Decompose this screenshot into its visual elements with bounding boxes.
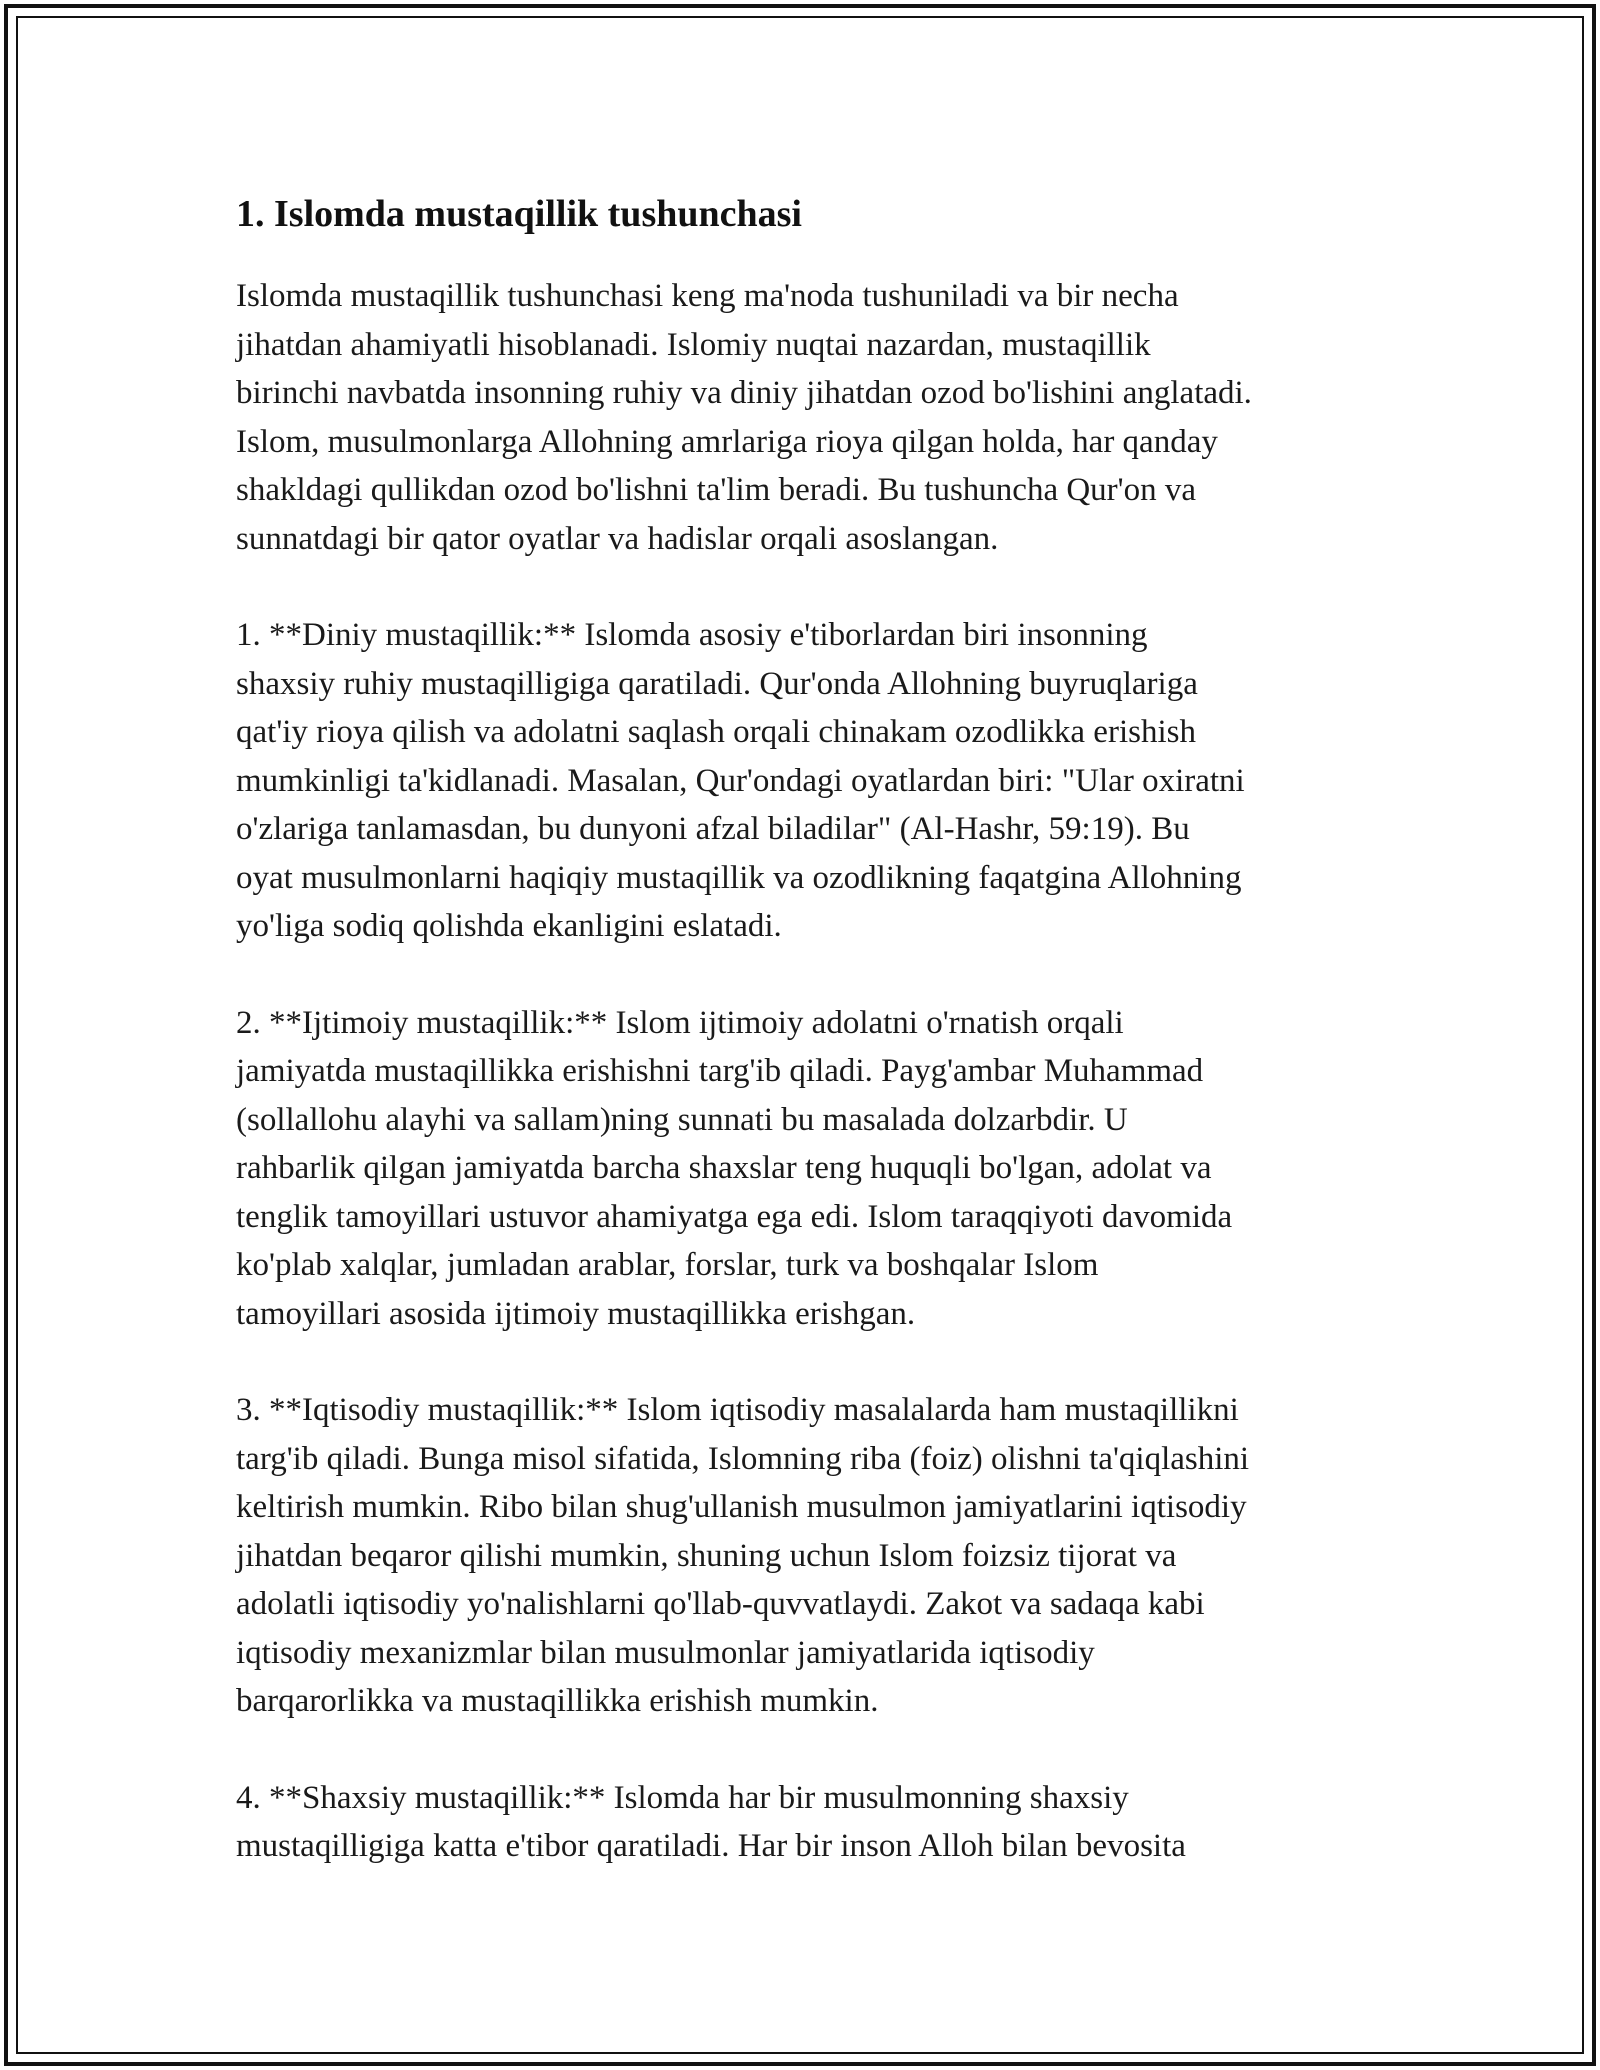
document-body xyxy=(236,190,1376,1871)
intro-paragraph xyxy=(236,272,1376,563)
text-line: barqarorlikka va mustaqillikka erishish mumkin. xyxy=(236,1683,879,1719)
text-line: targ'ib qiladi. Bunga misol sifatida, Islomning riba (foiz) olishni ta'qiqlashini xyxy=(236,1440,1250,1477)
text-line: o'zlariga tanlamasdan, bu dunyoni afzal biladilar" (Al-Hashr, 59:19). Bu xyxy=(236,811,1190,847)
text-line: jamiyatda mustaqillikka erishishni targ'ib qiladi. Payg'ambar Muhammad xyxy=(236,1053,1204,1089)
text-line: mumkinligi ta'kidlanadi. Masalan, Qur'ondagi oyatlardan biri: "Ular oxiratni xyxy=(236,762,1245,799)
text-line: ko'plab xalqlar, jumladan arablar, forslar, turk va boshqalar Islom xyxy=(236,1247,1099,1283)
economic-independence-paragraph xyxy=(236,1386,1376,1726)
section-heading: 1. Islomda mustaqillik tushunchasi xyxy=(236,193,802,235)
text-line: jihatdan ahamiyatli hisoblanadi. Islomiy nuqtai nazardan, mustaqillik xyxy=(236,326,1151,363)
text-line: adolatli iqtisodiy yo'nalishlarni qo'llab-quvvatlaydi. Zakot va sadaqa kabi xyxy=(236,1586,1205,1622)
text-line: (sollallohu alayhi va sallam)ning sunnati bu masalada dolzarbdir. U xyxy=(236,1101,1128,1138)
social-independence-paragraph xyxy=(236,999,1376,1339)
text-line: mustaqilligiga katta e'tibor qaratiladi. Har bir inson Alloh bilan bevosita xyxy=(236,1828,1186,1864)
text-line: 3. **Iqtisodiy mustaqillik:** Islom iqtisodiy masalalarda ham mustaqillikni xyxy=(236,1392,1239,1428)
text-line: tamoyillari asosida ijtimoiy mustaqillikka erishgan. xyxy=(236,1295,916,1332)
text-line: rahbarlik qilgan jamiyatda barcha shaxslar teng huquqli bo'lgan, adolat va xyxy=(236,1150,1212,1186)
text-line: keltirish mumkin. Ribo bilan shug'ullanish musulmon jamiyatlarini iqtisodiy xyxy=(236,1489,1247,1525)
text-line: Islom, musulmonlarga Allohning amrlariga rioya qilgan holda, har qanday xyxy=(236,423,1218,460)
religious-independence-paragraph xyxy=(236,611,1376,951)
text-line: yo'liga sodiq qolishda ekanligini eslatadi. xyxy=(236,908,782,944)
text-line: oyat musulmonlarni haqiqiy mustaqillik va ozodlikning faqatgina Allohning xyxy=(236,859,1242,896)
text-line: Islomda mustaqillik tushunchasi keng ma'noda tushuniladi va bir necha xyxy=(236,278,1179,314)
text-line: 1. **Diniy mustaqillik:** Islomda asosiy e'tiborlardan biri insonning xyxy=(236,617,1148,653)
text-line: tenglik tamoyillari ustuvor ahamiyatga ega edi. Islom taraqqiyoti davomida xyxy=(236,1198,1233,1235)
text-line: qat'iy rioya qilish va adolatni saqlash orqali chinakam ozodlikka erishish xyxy=(236,714,1196,750)
personal-independence-paragraph xyxy=(236,1774,1376,1871)
text-line: sunnatdagi bir qator oyatlar va hadislar orqali asoslangan. xyxy=(236,520,999,557)
text-line: 2. **Ijtimoiy mustaqillik:** Islom ijtimoiy adolatni o'rnatish orqali xyxy=(236,1004,1124,1041)
text-line: jihatdan beqaror qilishi mumkin, shuning uchun Islom foizsiz tijorat va xyxy=(236,1537,1177,1574)
text-line: iqtisodiy mexanizmlar bilan musulmonlar jamiyatlarida iqtisodiy xyxy=(236,1634,1095,1671)
text-line: 4. **Shaxsiy mustaqillik:** Islomda har bir musulmonning shaxsiy xyxy=(236,1779,1129,1816)
text-line: shaxsiy ruhiy mustaqilligiga qaratiladi. Qur'onda Allohning buyruqlariga xyxy=(236,665,1198,702)
text-line: shakldagi qullikdan ozod bo'lishni ta'lim beradi. Bu tushuncha Qur'on va xyxy=(236,472,1197,508)
text-line: birinchi navbatda insonning ruhiy va diniy jihatdan ozod bo'lishini anglatadi. xyxy=(236,375,1252,411)
